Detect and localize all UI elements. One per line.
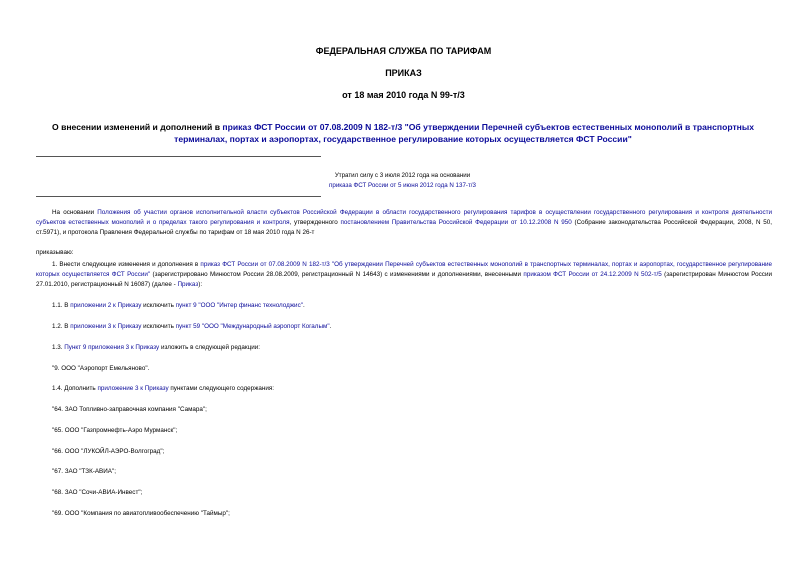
- item-1-3-text-1: 1.3.: [52, 344, 65, 351]
- order-short-link[interactable]: Приказ: [177, 281, 199, 288]
- repeal-notice: [280, 171, 525, 191]
- item-1-paragraph: [36, 260, 772, 290]
- entry-68: "68. ЗАО "Сочи-АВИА-Инвест";: [52, 489, 143, 496]
- basis-text-3: (Собрание законодательства Российской Федерации, 2008, N 50, ст.5971), и протокола Правления Федеральной службы по тарифам от 18 мая 2010 года N 26-т: [36, 219, 772, 236]
- divider-bottom: [36, 196, 321, 197]
- item-1-1-text-2: исключить: [141, 302, 176, 309]
- item-1-1-text-1: 1.1. В: [52, 302, 71, 309]
- document-date-number: от 18 мая 2010 года N 99-т/3: [342, 90, 465, 100]
- order-502-link[interactable]: приказом ФСТ России от 24.12.2009 N 502-т/5: [523, 271, 662, 278]
- item-1-4: [52, 384, 772, 394]
- basis-text-2: , утвержденного: [289, 219, 341, 226]
- title-text: О внесении изменений и дополнений в: [52, 122, 223, 132]
- divider-top: [36, 156, 321, 157]
- item-1-2-text-1: 1.2. В: [52, 323, 71, 330]
- item-1-1-text-3: .: [302, 302, 305, 309]
- entry-66: "66. ООО "ЛУКОЙЛ-АЭРО-Волгоград";: [52, 448, 165, 455]
- point-59-link[interactable]: пункт 59 "ООО "Международный аэропорт Когалым": [175, 323, 330, 330]
- point-9-link[interactable]: пункт 9 "ООО "Интер финанс технолоджис": [175, 302, 303, 309]
- item-1-text-4: ):: [198, 281, 203, 288]
- agency-name: ФЕДЕРАЛЬНАЯ СЛУЖБА ПО ТАРИФАМ: [315, 46, 492, 56]
- document-title: [38, 121, 768, 145]
- item-1-2: [52, 322, 772, 332]
- new-point-9: "9. ООО "Аэропорт Емельяново".: [52, 365, 150, 372]
- repeal-order-link[interactable]: приказа ФСТ России от 5 июня 2012 года N 137-т/3: [329, 181, 476, 189]
- entry-64: "64. ЗАО Топливно-заправочная компания "Самара";: [52, 406, 207, 413]
- title-order-link[interactable]: приказ ФСТ России от 07.08.2009 N 182-т/3 "Об утверждении Перечней субъектов естественных монополий в транспортных терминалах, портах и аэропортах, государственное регулирование которых осуществляется ФСТ России": [174, 122, 754, 144]
- item-1-4-text-2: пунктами следующего содержания:: [168, 385, 275, 392]
- basis-paragraph: [36, 208, 772, 238]
- entry-67: "67. ЗАО "ТЗК-АВИА";: [52, 468, 116, 475]
- entry-69: "69. ООО "Компания по авиатопливообеспечению "Таймыр";: [52, 510, 230, 517]
- orders-label: приказываю:: [36, 249, 74, 256]
- item-1-2-text-3: .: [329, 323, 332, 330]
- entry-65: "65. ООО "Газпромнефть-Аэро Мурманск";: [52, 427, 178, 434]
- item-1-2-text-2: исключить: [141, 323, 176, 330]
- appendix-3-add-link[interactable]: приложение 3 к Приказу: [97, 385, 169, 392]
- item-1-4-text-1: 1.4. Дополнить: [52, 385, 98, 392]
- item-1-3: [52, 343, 772, 353]
- item-1-1: [52, 301, 772, 311]
- document-type: ПРИКАЗ: [385, 68, 422, 78]
- government-decree-link[interactable]: постановлением Правительства Российской Федерации от 10.12.2008 N 950: [340, 219, 572, 226]
- basis-text-1: На основании: [52, 209, 98, 216]
- item-1-text-3: (зарегистрирован Минюстом России 27.01.2010, регистрационный N 16087) (далее -: [36, 271, 772, 288]
- appendix-3-link[interactable]: приложении 3 к Приказу: [70, 323, 142, 330]
- item-1-3-text-2: изложить в следующей редакции:: [159, 344, 260, 351]
- point-9-appendix-3-link[interactable]: Пункт 9 приложения 3 к Приказу: [64, 344, 160, 351]
- item-1-text-2: (зарегистрировано Минюстом России 28.08.2009, регистрационный N 14643) с изменениями и дополнениями, внесенными: [150, 271, 524, 278]
- repeal-notice-text: Утратил силу с 3 июля 2012 года на основании: [334, 172, 471, 179]
- appendix-2-link[interactable]: приложении 2 к Приказу: [70, 302, 142, 309]
- item-1-text-1: 1. Внести следующие изменения и дополнения в: [52, 261, 201, 268]
- regulation-link[interactable]: Положения об участии органов исполнительной власти субъектов Российской Федерации в области государственного регулирования тарифов в осуществлении государственного регулирования и контроля деятельности субъектов естественных монополий и о пределах такого регулирования и контроля: [36, 209, 773, 226]
- order-182-link[interactable]: приказ ФСТ России от 07.08.2009 N 182-т/3 "Об утверждении Перечней субъектов естественных монополий в транспортных терминалах, портах и аэропортах, государственное регулирование которых осуществляется ФСТ России": [36, 261, 772, 278]
